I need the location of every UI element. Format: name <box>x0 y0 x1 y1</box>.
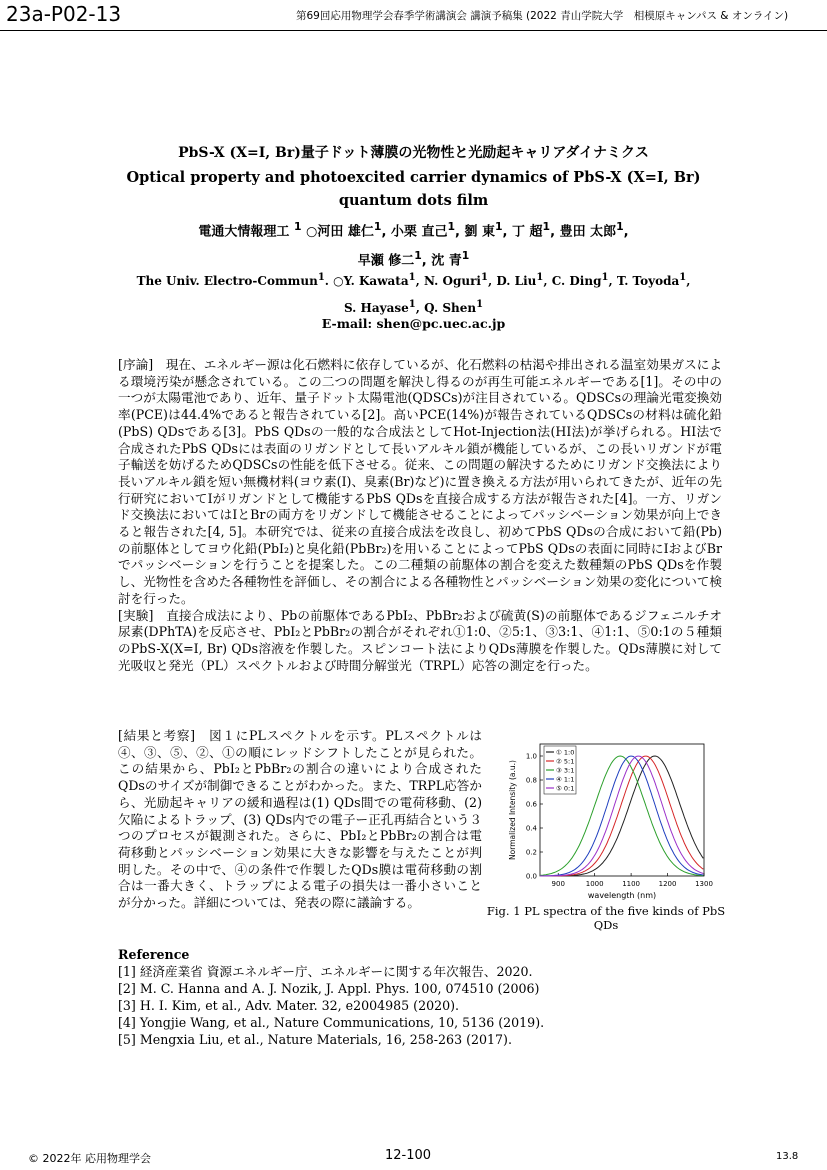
reference-item: [3] H. I. Kim, et al., Adv. Mater. 32, e2004985 (2020). <box>118 998 460 1013</box>
affiliation-jp: 電通大情報理工 <box>198 224 290 240</box>
reference-item: [5] Mengxia Liu, et al., Nature Materials, 16, 258-263 (2017). <box>118 1032 512 1047</box>
results-section <box>118 728 482 912</box>
figure-caption: Fig. 1 PL spectra of the five kinds of PbS QDs <box>486 904 726 932</box>
author-en: Q. Shen <box>424 301 477 315</box>
author-jp: 劉 東 <box>464 224 495 240</box>
y-axis-label: Normalized Intensity (a.u.) <box>508 760 517 860</box>
x-tick-label: 1300 <box>695 880 713 888</box>
author-en: N. Oguri <box>423 274 481 288</box>
experiment-paragraph: [実験] 直接合成法により、Pbの前駆体であるPbI₂、PbBr₂および硫黄(S)の前駆体であるジフェニルチオ尿素(DPhTA)を反応させ、PbI₂とPbBr₂の割合がそれぞれ①1:0、②5:1、③3:1、④1:1、⑤0:1の５種類のPbS-X(X=I, Br) QDs溶液を作製した。スピンコート法によりQDs薄膜を作製した。QDs薄膜に対して光吸収と発光（PL）スペクトルおよび時間分解蛍光（TRPL）応答の測定を行った。 <box>118 607 722 673</box>
legend-entry: ③ 3:1 <box>556 766 575 775</box>
abstract-id: 23a-P02-13 <box>6 2 122 26</box>
pl-spectra-chart <box>488 738 720 902</box>
legend-entry: ② 5:1 <box>556 757 575 766</box>
legend-entry: ⑤ 0:1 <box>556 784 575 793</box>
reference-item: [4] Yongjie Wang, et al., Nature Communications, 10, 5136 (2019). <box>118 1015 545 1030</box>
y-tick-label: 0.0 <box>525 872 537 881</box>
author-en: C. Ding <box>551 274 602 288</box>
author-jp: 沈 青 <box>431 253 462 269</box>
legend-entry: ④ 1:1 <box>556 775 575 784</box>
references-heading: Reference <box>118 947 190 962</box>
header-divider <box>0 30 827 31</box>
author-en: T. Toyoda <box>616 274 680 288</box>
introduction-paragraph: [序論] 現在、エネルギー源は化石燃料に依存しているが、化石燃料の枯渇や排出される温室効果ガスによる環境汚染が懸念されている。この二つの問題を解決し得るのが再生可能エネルギーである[1]。その中の一つが太陽電池であり、近年、量子ドット太陽電池(QDSCs)が注目されている。QDSCsの理論光電変換効率(PCE)は44.4%であると報告されている[2]。高いPCE(14%)が報告されているQDSCsの材料は硫化鉛(PbS) QDsである[3]。PbS QDsの一般的な合成法としてHot-Injection法(HI法)が挙げられる。HI法で合成されたPbS QDsには表面のリガンドとして長いアルキル鎖が機能しているが、この長いリガンドが電子輸送を妨げるためQDSCsの性能を低下させる。従来、この問題の解決するためにリガンド交換法により長いアルキル鎖を短い無機材料(ヨウ素(I)、臭素(Br)など)に置き換える方法が用いられてきたが、近年の先行研究においてIがリガンドとして機能するPbS QDsを直接合成する方法が報告された[4]。一方、リガンド交換法においてはIとBrの両方をリガンドして機能させることによってパッシベーション効果が向上できると報告された[4, 5]。本研究では、従来の直接合成法を改良し、初めてPbS QDsの合成において鉛(Pb)の前駆体としてヨウ化鉛(PbI₂)と臭化鉛(PbBr₂)を用いることによってPbS QDsの表面に同時にIおよびBrでパッシベーションを行うことを提案した。この二種類の前駆体の割合を変えた数種類のPbS QDsを作製し、光物性を含めた各種物性を評価し、その割合による各種物性とパッシベーション効果の変化について検討を行った。 <box>118 357 722 606</box>
author-jp: 小栗 直己 <box>390 224 448 240</box>
x-tick-label: 900 <box>551 880 565 888</box>
author-en: Y. Kawata <box>343 274 409 288</box>
results-paragraph: [結果と考察] 図１にPLスペクトルを示す。PLスペクトルは④、③、⑤、②、①の順にレッドシフトしたことが見られた。この結果から、PbI₂とPbBr₂の割合の違いにより合成されたQDsのサイズが制御できることがわかった。また、TRPL応答から、光励起キャリアの緩和過程は(1) QDs間での電荷移動、(2) 欠陥によるトラップ、(3) QDs内での電子ー正孔再結合という３つのプロセスが観測された。さらに、PbI₂とPbBr₂の割合は電荷移動とパッシベーション効果に大きな影響を与えたことが判明した。その中で、④の条件で作製したQDs膜は電荷移動の割合は一番大きく、トラップによる電子の損失は一番小さいことが分かった。詳細については、発表の際に議論する。 <box>118 728 482 911</box>
x-axis-label: wavelength (nm) <box>587 891 657 900</box>
body-text <box>118 357 722 674</box>
legend-entry: ① 1:0 <box>556 748 575 757</box>
y-tick-label: 0.8 <box>525 776 537 785</box>
author-jp: 丁 超 <box>512 224 543 240</box>
author-jp: 早瀬 修二 <box>357 253 415 269</box>
conference-header: 第69回応用物理学会春季学術講演会 講演予稿集 (2022 青山学院大学 相模原キャンパス & オンライン) <box>296 10 789 22</box>
contact-email[interactable]: E-mail: shen@pc.uec.ac.jp <box>321 316 506 331</box>
x-tick-label: 1100 <box>622 880 641 888</box>
y-tick-label: 1.0 <box>525 752 537 761</box>
footer-version: 13.8 <box>776 1151 799 1162</box>
authors-japanese: 電通大情報理工 $^1$ ○河田 雄仁$^1$, 小栗 直己$^1$, 劉 東$^1$, 丁 超$^1$, 豊田 太郎$^1$, 早瀬 修二$^1$, 沈 青$^1$ <box>198 220 629 269</box>
page-number: 12-100 <box>385 1148 432 1163</box>
y-tick-label: 0.6 <box>525 800 537 809</box>
y-tick-label: 0.4 <box>525 824 537 833</box>
author-en: D. Liu <box>496 274 537 288</box>
reference-item: [2] M. C. Hanna and A. J. Nozik, J. Appl. Phys. 100, 074510 (2006) <box>118 981 540 996</box>
title-japanese: PbS-X (X=I, Br)量子ドット薄膜の光物性と光励起キャリアダイナミクス <box>178 145 649 161</box>
title-english: Optical property and photoexcited carrier dynamics of PbS-X (X=I, Br) quantum dots film <box>126 169 701 209</box>
author-jp: 河田 雄仁 <box>317 224 374 240</box>
footer-copyright: © 2022年 応用物理学会 <box>28 1152 151 1165</box>
author-en: S. Hayase <box>343 301 409 315</box>
author-jp: 豊田 太郎 <box>559 224 617 240</box>
presenter-mark: ○ <box>306 224 318 240</box>
x-tick-label: 1200 <box>658 880 677 888</box>
reference-item: [1] 経済産業省 資源エネルギー庁、エネルギーに関する年次報告、2020. <box>118 964 533 979</box>
authors-english: The Univ. Electro-Commun$^1$. ○Y. Kawata$^1$, N. Oguri$^1$, D. Liu$^1$, C. Ding$^1$, T. Toyoda$^1$, S. Hayase$^1$, Q. Shen$^1$ <box>136 272 691 315</box>
affiliation-en: The Univ. Electro-Commun <box>136 274 318 288</box>
y-tick-label: 0.2 <box>525 848 537 857</box>
references <box>118 946 722 1048</box>
x-tick-label: 1000 <box>585 880 604 888</box>
